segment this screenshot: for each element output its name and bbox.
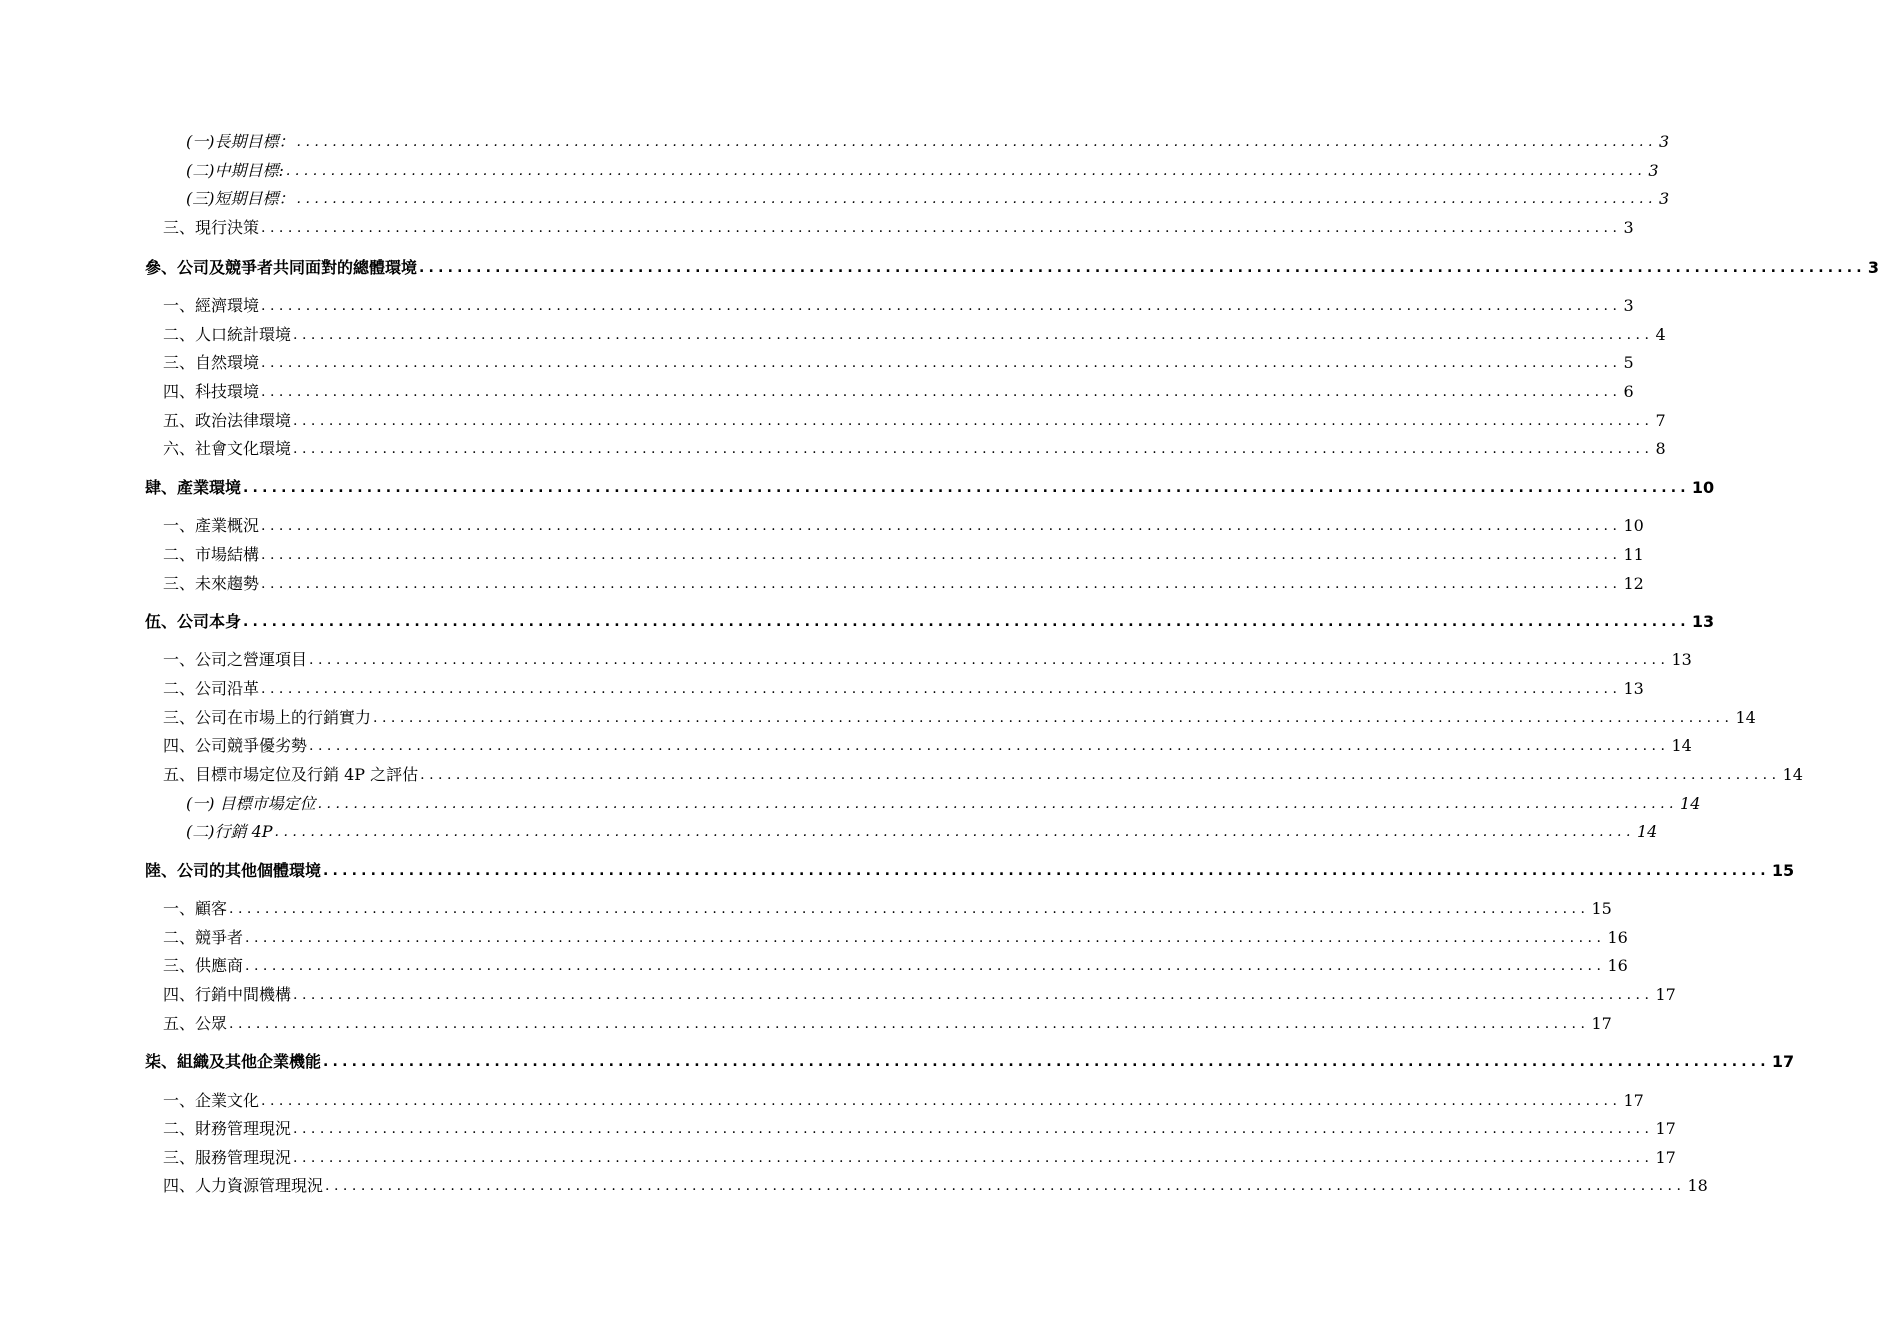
toc-leader-dots: ........................................................................................................................................................ [317, 796, 1679, 812]
toc-entry-label: 產業環境 [177, 478, 242, 497]
toc-leader-dots: ........................................................................................................................................................ [261, 384, 1622, 400]
toc-page-number: 15 [1771, 861, 1795, 880]
toc-entry[interactable] [163, 568, 1644, 594]
toc-entry-label: (一)長期目標： [186, 132, 295, 151]
toc-entry-label: 三、現行決策 [163, 218, 260, 237]
toc-entry-label: 六、社會文化環境 [163, 439, 292, 458]
toc-page-number: 3 [1623, 296, 1634, 315]
toc-leader-dots: ........................................................................................................................................................ [419, 260, 1866, 276]
toc-page-number: 14 [1735, 708, 1756, 727]
toc-entry[interactable] [163, 539, 1644, 565]
toc-page-number: 17 [1655, 1148, 1676, 1167]
toc-leader-dots: ........................................................................................................................................................ [293, 327, 1654, 343]
toc-entry[interactable] [163, 644, 1692, 670]
toc-chapter-number: 肆、 [145, 478, 178, 497]
toc-entry-label: 五、目標市場定位及行銷 4P 之評估 [163, 765, 419, 784]
toc-entry-label: 四、行銷中間機構 [163, 985, 292, 1004]
toc-page-number: 13 [1671, 650, 1692, 669]
toc-entry[interactable] [186, 183, 1670, 209]
toc-leader-dots: ........................................................................................................................................................ [243, 614, 1690, 630]
toc-entry-label: 四、公司競爭優劣勢 [163, 736, 308, 755]
toc-leader-dots: ........................................................................................................................................................ [274, 824, 1635, 840]
toc-page-number: 17 [1591, 1014, 1612, 1033]
toc-entry-label: (一) 目標市場定位 [186, 794, 316, 813]
toc-leader-dots: ........................................................................................................................................................ [261, 1093, 1622, 1109]
toc-chapter-number: 柒、 [145, 1052, 178, 1071]
toc-page-number: 18 [1687, 1176, 1708, 1195]
toc-entry-label: 五、政治法律環境 [163, 411, 292, 430]
toc-entry-label: 公司及競爭者共同面對的總體環境 [177, 258, 418, 277]
toc-page-number: 10 [1623, 516, 1644, 535]
toc-leader-dots: ........................................................................................................................................................ [245, 930, 1606, 946]
toc-entry-label: 三、公司在市場上的行銷實力 [163, 708, 372, 727]
toc-leader-dots: ........................................................................................................................................................ [261, 576, 1622, 592]
toc-page-number: 3 [1648, 161, 1659, 180]
toc-leader-dots: ........................................................................................................................................................ [229, 901, 1590, 917]
toc-entry-label: 二、競爭者 [163, 928, 244, 947]
toc-chapter[interactable] [145, 252, 1879, 278]
toc-leader-dots: ........................................................................................................................................................ [285, 163, 1647, 179]
toc-entry[interactable] [163, 1008, 1612, 1034]
toc-leader-dots: ........................................................................................................................................................ [261, 220, 1622, 236]
toc-entry[interactable] [163, 290, 1634, 316]
toc-entry[interactable] [163, 433, 1666, 459]
toc-leader-dots: ........................................................................................................................................................ [293, 441, 1654, 457]
toc-page-number: 17 [1623, 1091, 1644, 1110]
toc-entry-label: 三、服務管理現況 [163, 1148, 292, 1167]
toc-entry[interactable] [163, 376, 1634, 402]
toc-chapter[interactable] [145, 472, 1715, 498]
toc-leader-dots: ........................................................................................................................................................ [261, 518, 1622, 534]
toc-page-number: 3 [1623, 218, 1634, 237]
toc-entry[interactable] [163, 759, 1803, 785]
toc-entry[interactable] [163, 1170, 1708, 1196]
toc-page-number: 3 [1867, 258, 1879, 277]
toc-page-number: 17 [1655, 985, 1676, 1004]
toc-entry-label: 二、公司沿革 [163, 679, 260, 698]
toc-entry-label: 一、產業概況 [163, 516, 260, 535]
toc-entry[interactable] [163, 950, 1628, 976]
toc-page-number: 5 [1623, 353, 1634, 372]
toc-chapter-number: 陸、 [145, 861, 178, 880]
toc-page-number: 7 [1655, 411, 1666, 430]
toc-entry[interactable] [163, 319, 1666, 345]
toc-entry[interactable] [186, 155, 1659, 181]
toc-page-number: 3 [1658, 189, 1670, 208]
toc-entry-label: 一、公司之營運項目 [163, 650, 308, 669]
toc-leader-dots: ........................................................................................................................................................ [293, 987, 1654, 1003]
toc-page-number: 14 [1671, 736, 1692, 755]
toc-leader-dots: ........................................................................................................................................................ [243, 480, 1690, 496]
toc-leader-dots: ........................................................................................................................................................ [261, 298, 1622, 314]
toc-entry-label: 公司本身 [177, 612, 242, 631]
toc-page-number: 13 [1623, 679, 1644, 698]
toc-entry-label: 二、人口統計環境 [163, 325, 292, 344]
toc-entry-label: (二)行銷 4P [186, 822, 273, 841]
toc-entry[interactable] [163, 893, 1612, 919]
toc-leader-dots: ........................................................................................................................................................ [309, 738, 1670, 754]
toc-entry-label: 三、自然環境 [163, 353, 260, 372]
toc-entry[interactable] [163, 730, 1692, 756]
toc-entry[interactable] [163, 347, 1634, 373]
toc-page-number: 6 [1623, 382, 1634, 401]
toc-entry[interactable] [163, 673, 1644, 699]
toc-page-number: 17 [1771, 1052, 1795, 1071]
toc-page-number: 4 [1655, 325, 1666, 344]
toc-entry[interactable] [163, 1142, 1676, 1168]
toc-leader-dots: ........................................................................................................................................................ [293, 1150, 1654, 1166]
toc-leader-dots: ........................................................................................................................................................ [373, 710, 1734, 726]
toc-page-number: 16 [1607, 928, 1628, 947]
toc-entry[interactable] [163, 1113, 1676, 1139]
toc-leader-dots: ........................................................................................................................................................ [325, 1178, 1686, 1194]
toc-leader-dots: ........................................................................................................................................................ [296, 191, 1657, 207]
toc-entry[interactable] [163, 405, 1666, 431]
toc-leader-dots: ........................................................................................................................................................ [309, 652, 1670, 668]
toc-entry-label: 一、企業文化 [163, 1091, 260, 1110]
toc-entry-label: (二)中期目標: [186, 161, 284, 180]
toc-entry-label: 二、財務管理現況 [163, 1119, 292, 1138]
toc-page-number: 11 [1623, 545, 1644, 564]
toc-entry-label: (三)短期目標： [186, 189, 295, 208]
toc-page-number: 13 [1691, 612, 1715, 631]
toc-entry-label: 一、顧客 [163, 899, 228, 918]
toc-entry-label: 三、未來趨勢 [163, 574, 260, 593]
toc-leader-dots: ........................................................................................................................................................ [245, 958, 1606, 974]
toc-chapter[interactable] [145, 1046, 1795, 1072]
toc-entry-label: 二、市場結構 [163, 545, 260, 564]
toc-entry-label: 一、經濟環境 [163, 296, 260, 315]
toc-leader-dots: ........................................................................................................................................................ [293, 413, 1654, 429]
toc-leader-dots: ........................................................................................................................................................ [293, 1121, 1654, 1137]
toc-page-number: 14 [1636, 822, 1658, 841]
toc-page-number: 15 [1591, 899, 1612, 918]
toc-page-number: 14 [1782, 765, 1803, 784]
toc-entry[interactable] [186, 126, 1670, 152]
toc-leader-dots: ........................................................................................................................................................ [296, 134, 1657, 150]
toc-entry[interactable] [163, 212, 1634, 238]
toc-page-number: 10 [1691, 478, 1715, 497]
toc-entry-label: 四、科技環境 [163, 382, 260, 401]
toc-leader-dots: ........................................................................................................................................................ [323, 1054, 1770, 1070]
toc-leader-dots: ........................................................................................................................................................ [261, 547, 1622, 563]
toc-entry[interactable] [163, 702, 1756, 728]
toc-leader-dots: ........................................................................................................................................................ [261, 681, 1622, 697]
toc-entry[interactable] [163, 1085, 1644, 1111]
toc-chapter[interactable] [145, 606, 1715, 632]
toc-entry-label: 三、供應商 [163, 956, 244, 975]
toc-entry-label: 組織及其他企業機能 [177, 1052, 322, 1071]
toc-entry-label: 五、公眾 [163, 1014, 228, 1033]
toc-chapter-number: 參、 [145, 258, 178, 277]
toc-entry[interactable] [163, 979, 1676, 1005]
toc-leader-dots: ........................................................................................................................................................ [229, 1016, 1590, 1032]
toc-page-number: 14 [1680, 794, 1701, 813]
toc-chapter-number: 伍、 [145, 612, 178, 631]
toc-page-number: 12 [1623, 574, 1644, 593]
toc-leader-dots: ........................................................................................................................................................ [323, 863, 1770, 879]
toc-leader-dots: ........................................................................................................................................................ [420, 767, 1781, 783]
toc-page-number: 17 [1655, 1119, 1676, 1138]
toc-entry[interactable] [186, 816, 1658, 842]
toc-entry[interactable] [186, 788, 1701, 814]
toc-entry[interactable] [163, 510, 1644, 536]
toc-entry[interactable] [163, 922, 1628, 948]
toc-leader-dots: ........................................................................................................................................................ [261, 355, 1622, 371]
toc-entry-label: 公司的其他個體環境 [177, 861, 322, 880]
toc-page-number: 3 [1658, 132, 1670, 151]
toc-entry-label: 四、人力資源管理現況 [163, 1176, 324, 1195]
toc-page-number: 8 [1655, 439, 1666, 458]
toc-page-number: 16 [1607, 956, 1628, 975]
toc-chapter[interactable] [145, 855, 1795, 881]
